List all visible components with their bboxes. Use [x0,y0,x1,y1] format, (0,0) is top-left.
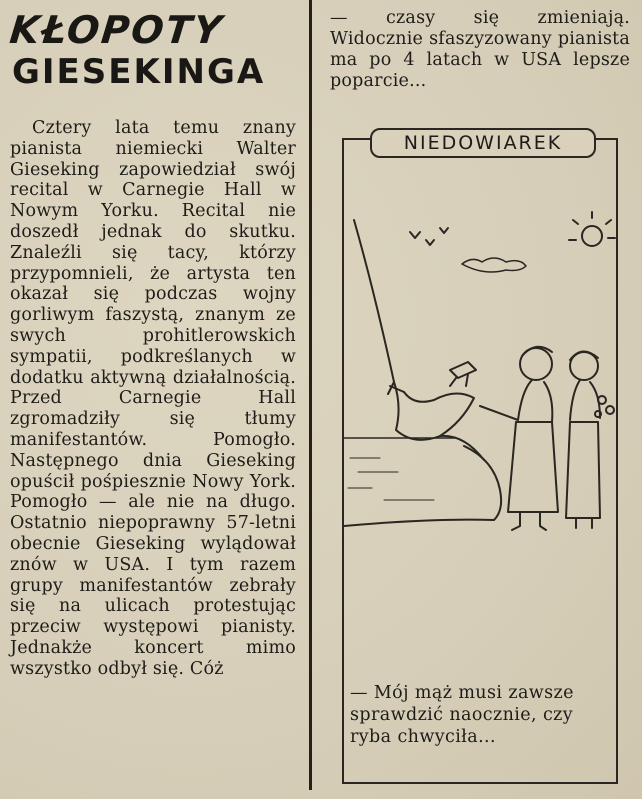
bird-icon [440,228,448,233]
article-continuation: — czasy się zmieniają. Widocznie sfaszyzowany pianista ma po 4 latach w USA lepsze poparcie... [330,8,630,91]
bird-icon [410,232,420,238]
fishing-rod-icon [354,220,394,382]
headline-line-2: GIESEKINGA [12,52,266,92]
column-divider [309,0,312,790]
cartoon-title: NIEDOWIAREK [370,128,596,158]
article-body: Cztery lata temu znany pianista niemiecki Walter Gieseking zapowiedział swój recital w Carnegie Hall w Nowym Yorku. Recital nie doszedł jednak do skutku. Znaleźli się tacy, którzy przypomnieli, że artysta ten okazał się podczas wojny gorliwym faszystą, znanym ze swych prohitlerowskich sympatii, podkreślanych w dodatku aktywną działalnością. Przed Carnegie Hall zgromadziły się tłumy manifestantów. Pomogło. Następnego dnia Gieseking opuścił pośpiesznie Nowy York. Pomogło — ale nie na długo. Ostatnio niepoprawny 57-letni obecnie Gieseking wylądował znów w USA. I tym razem grupy manifestantów zebrały się na ulicach protestując przeciw występowi pianisty. Jednakże koncert mimo wszystko odbył się. Cóż [10,118,296,679]
headline-line-1: KŁOPOTY [7,8,226,52]
continuation-column [330,8,630,92]
cartoon-illustration [344,160,616,540]
bird-icon [426,240,434,245]
cartoon-caption: — Mój mąż musi zawsze sprawdzić naocznie, czy ryba chwyciła... [350,683,574,747]
sun-icon [582,226,602,246]
article-column [7,8,300,790]
